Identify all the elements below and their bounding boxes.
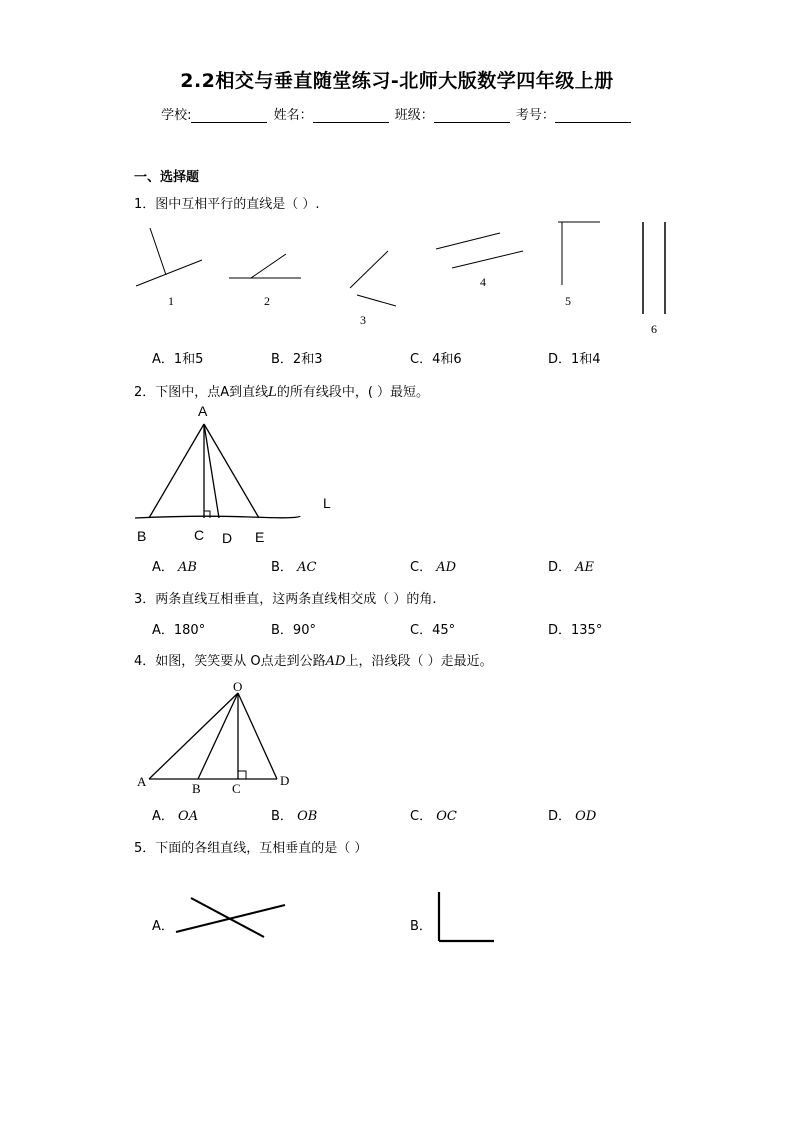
q2-option-d-letter: D．	[548, 560, 572, 575]
q1-fig3-line-b	[357, 295, 396, 306]
q4-segment-od	[238, 693, 277, 779]
q2-segment-ae	[204, 424, 259, 518]
q4-option-b-value: OB	[297, 809, 318, 824]
q1-fig4-line-b	[452, 251, 523, 268]
q4-option-c-letter: C．	[410, 809, 433, 824]
number-label: 考号：	[515, 108, 555, 123]
q1-fig2-line-b	[251, 254, 286, 278]
name-label: 姓名：	[273, 108, 313, 123]
q2-option-a-value: AB	[178, 560, 197, 575]
class-label: 班级：	[394, 108, 434, 123]
q2-line-l	[135, 516, 300, 518]
q2-label-d: D	[222, 530, 233, 546]
q1-option-d[interactable]: D．1和4	[548, 352, 601, 367]
q3-option-c[interactable]: C．45°	[410, 623, 456, 638]
q4-option-a-letter: A．	[152, 809, 174, 824]
q1-fig1-line-a	[150, 228, 166, 275]
section-heading: 一、选择题	[134, 170, 200, 185]
q2-stem-line-name: L	[268, 385, 277, 400]
q2-option-a[interactable]	[152, 556, 197, 575]
q2-label-l: L	[323, 495, 331, 511]
q1-fig5-label: 5	[565, 294, 571, 308]
q2-right-angle-mark	[204, 511, 210, 518]
page-title: 2.2相交与垂直随堂练习-北师大版数学四年级上册	[180, 70, 614, 92]
q4-option-d-letter: D．	[548, 809, 572, 824]
q1-fig4-label: 4	[480, 275, 486, 289]
q4-option-a-value: OA	[178, 809, 199, 824]
q1-fig3-label: 3	[360, 313, 366, 327]
q2-segment-ab	[149, 424, 204, 518]
q1-option-a[interactable]: A．1和5	[152, 352, 204, 367]
q1-option-c[interactable]: C．4和6	[410, 352, 462, 367]
q4-option-b[interactable]	[271, 805, 317, 824]
q2-stem-text-1: 2．下图中，点A到直线	[134, 385, 269, 400]
q2-option-b-value: AC	[297, 560, 317, 575]
q4-label-a: A	[137, 774, 147, 789]
q2-option-c-value: AD	[436, 560, 457, 575]
q2-option-d-value: AE	[575, 560, 595, 575]
q2-option-a-letter: A．	[152, 560, 174, 575]
q2-option-c-letter: C．	[410, 560, 433, 575]
q4-option-a[interactable]	[152, 805, 198, 824]
q4-option-d-value: OD	[575, 809, 597, 824]
question-2-stem	[134, 381, 429, 400]
q1-fig2-label: 2	[264, 294, 270, 308]
q4-right-angle-mark	[238, 771, 246, 779]
q4-option-c[interactable]	[410, 805, 457, 824]
q5-option-a[interactable]: A．	[152, 919, 174, 934]
q4-label-d: D	[280, 773, 290, 788]
q2-label-e: E	[255, 529, 265, 545]
q1-fig1-label: 1	[168, 294, 174, 308]
q4-label-b: B	[192, 781, 201, 796]
q5-option-b[interactable]: B．	[410, 919, 432, 934]
q2-label-a: A	[198, 403, 208, 419]
question-1-stem: 1．图中互相平行的直线是（ ）.	[134, 197, 320, 212]
q4-option-c-value: OC	[436, 809, 457, 824]
q2-option-b[interactable]	[271, 556, 316, 575]
q4-segment-oa	[149, 693, 238, 779]
question-3-stem: 3．两条直线互相垂直，这两条直线相交成（ ）的角.	[134, 592, 437, 607]
q1-fig1-line-b	[136, 260, 202, 286]
q2-label-b: B	[137, 528, 147, 544]
q4-stem-road-name: AD	[325, 654, 346, 669]
q2-option-d[interactable]	[548, 556, 594, 575]
q4-segment-ob	[198, 693, 238, 779]
q2-option-c[interactable]	[410, 556, 456, 575]
question-5-stem: 5．下面的各组直线，互相垂直的是（ ）	[134, 841, 368, 856]
q1-fig6-label: 6	[651, 322, 657, 336]
question-4-stem	[134, 650, 493, 669]
q1-option-b[interactable]: B．2和3	[271, 352, 323, 367]
q3-option-d[interactable]: D．135°	[548, 623, 603, 638]
q4-label-c: C	[232, 781, 241, 796]
q4-stem-text-2: 上，沿线段（ ）走最近。	[345, 654, 493, 669]
q1-fig3-line-a	[350, 251, 388, 288]
q2-stem-text-2: 的所有线段中，( ）最短。	[276, 385, 430, 400]
q4-label-o: O	[233, 679, 243, 694]
q5-a-line-2	[191, 898, 264, 937]
q2-option-b-letter: B．	[271, 560, 293, 575]
q4-option-d[interactable]	[548, 805, 596, 824]
q4-stem-text-1: 4．如图，笑笑要从 O点走到公路	[134, 654, 326, 669]
q4-option-b-letter: B．	[271, 809, 293, 824]
q3-option-a[interactable]: A．180°	[152, 623, 206, 638]
q1-fig4-line-a	[436, 233, 500, 249]
school-label: 学校:	[161, 108, 192, 123]
q2-label-c: C	[194, 527, 205, 543]
q3-option-b[interactable]: B．90°	[271, 623, 316, 638]
